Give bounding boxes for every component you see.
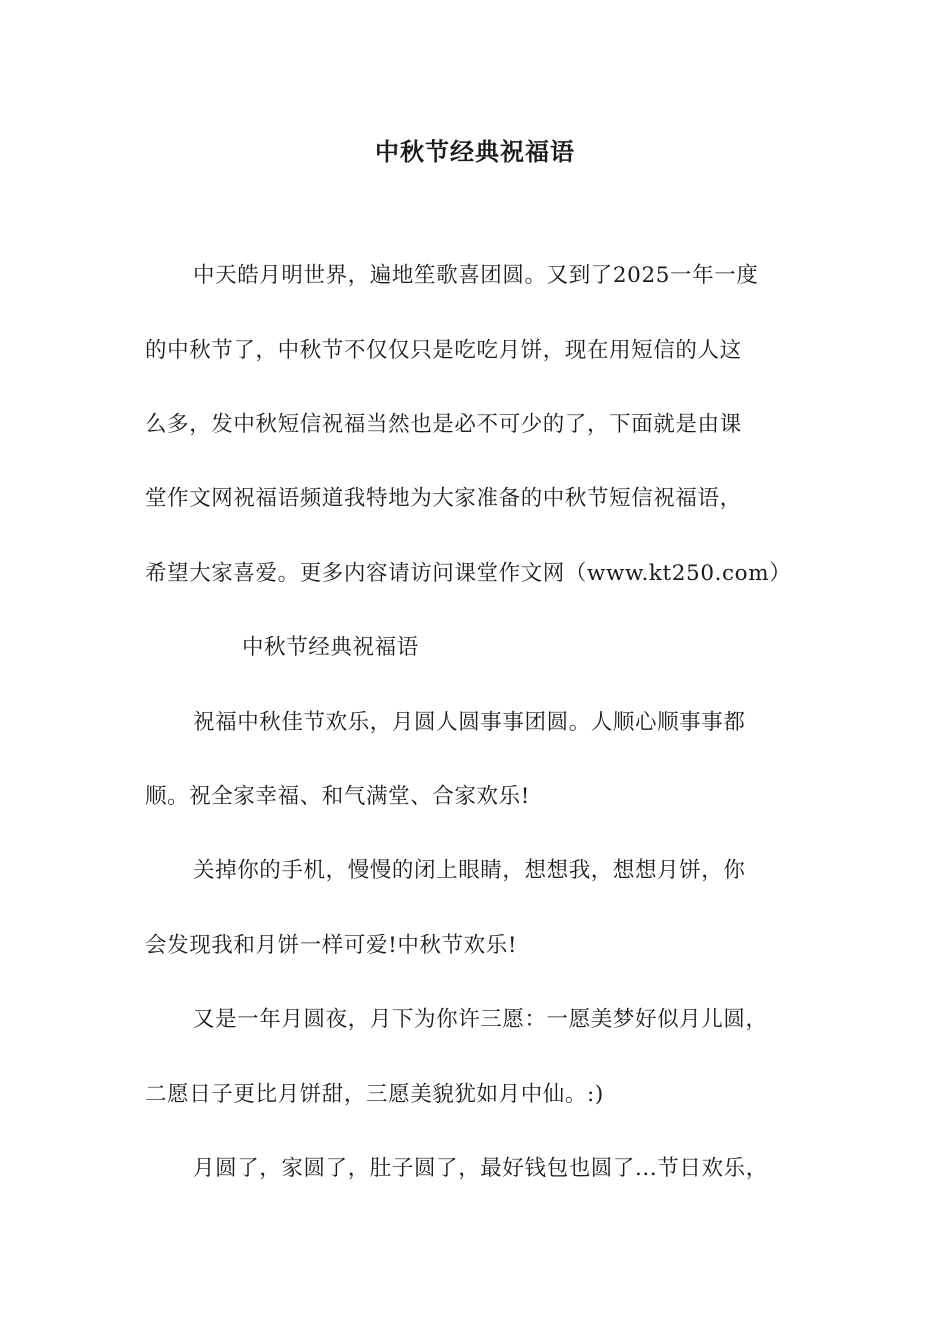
intro-line-4: 堂作文网祝福语频道我特地为大家准备的中秋节短信祝福语， [145, 486, 742, 511]
intro-line-2: 的中秋节了，中秋节不仅仅只是吃吃月饼，现在用短信的人这 [145, 338, 742, 363]
wish-1-line-1: 祝福中秋佳节欢乐，月圆人圆事事团圆。人顺心顺事事都 [193, 710, 746, 735]
intro-line-5: 希望大家喜爱。更多内容请访问课堂作文网（www.kt250.com） [145, 561, 792, 586]
document-title: 中秋节经典祝福语 [375, 137, 575, 166]
wish-2-line-2: 会发现我和月饼一样可爱!中秋节欢乐! [145, 933, 518, 958]
wish-3-line-2: 二愿日子更比月饼甜，三愿美貌犹如月中仙。:) [145, 1082, 604, 1107]
wish-3-line-1: 又是一年月圆夜，月下为你许三愿：一愿美梦好似月儿圆， [193, 1007, 768, 1032]
wish-4-line-1: 月圆了，家圆了，肚子圆了，最好钱包也圆了...节日欢乐， [193, 1156, 768, 1181]
intro-line-3: 么多，发中秋短信祝福当然也是必不可少的了，下面就是由课 [145, 412, 742, 437]
wish-1-line-2: 顺。祝全家幸福、和气满堂、合家欢乐! [145, 784, 530, 809]
section-subtitle: 中秋节经典祝福语 [242, 635, 419, 660]
wish-2-line-1: 关掉你的手机，慢慢的闭上眼睛，想想我，想想月饼，你 [193, 858, 746, 883]
intro-line-1: 中天皓月明世界，遍地笙歌喜团圆。又到了2025一年一度 [193, 263, 759, 288]
